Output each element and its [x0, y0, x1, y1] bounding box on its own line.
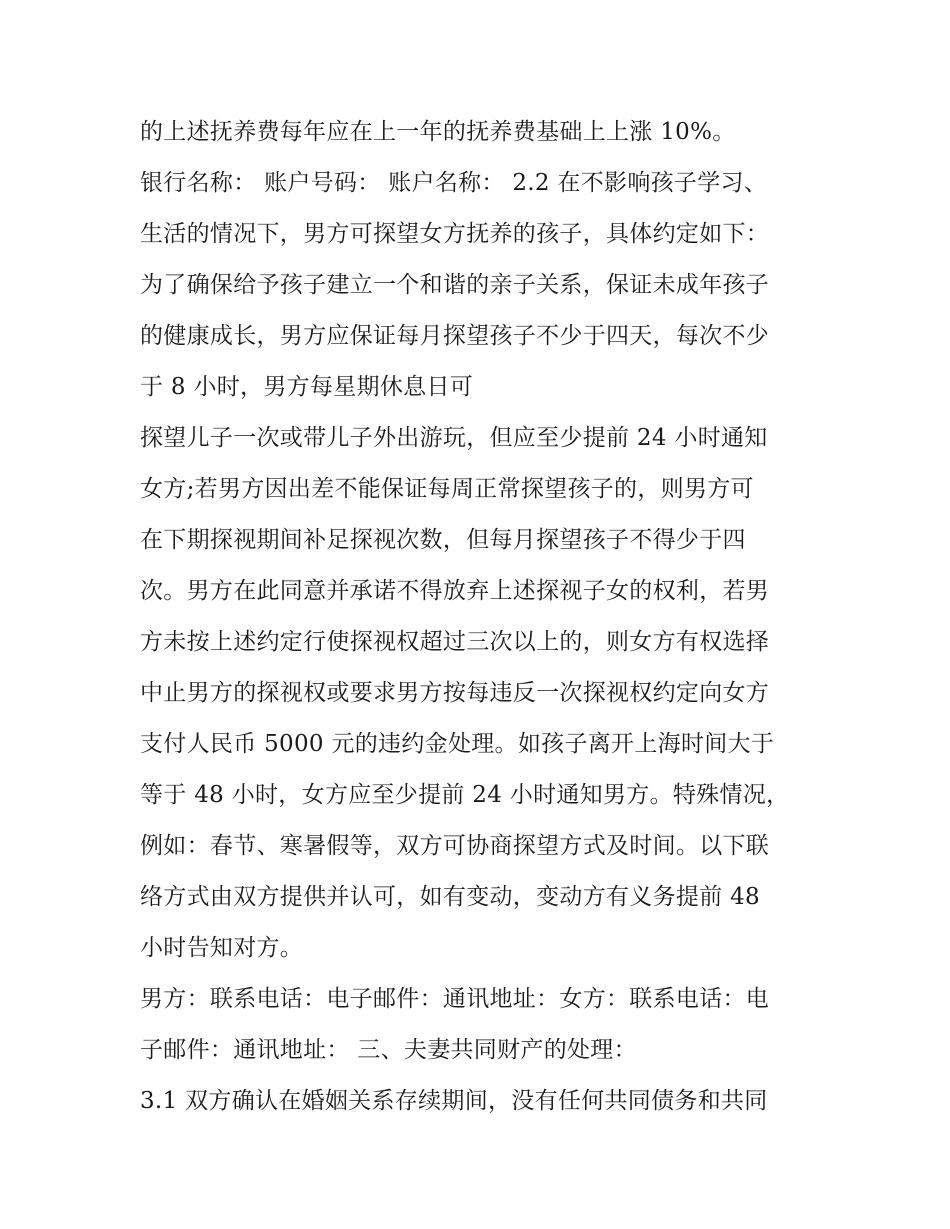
- text-line: 为了确保给予孩子建立一个和谐的亲子关系，保证未成年孩子: [140, 272, 770, 298]
- text-line: 次。男方在此同意并承诺不得放弃上述探视子女的权利，若男: [140, 578, 770, 604]
- text-line: 支付人民币 5000 元的违约金处理。如孩子离开上海时间大于: [140, 731, 775, 757]
- text-line: 小时告知对方。: [140, 935, 304, 961]
- text-line: 3.1 双方确认在婚姻关系存续期间，没有任何共同债务和共同: [140, 1088, 768, 1114]
- text-line: 生活的情况下，男方可探望女方抚养的孩子，具体约定如下：: [140, 221, 770, 247]
- text-line: 男方：联系电话：电子邮件：通讯地址：女方：联系电话：电: [140, 986, 770, 1012]
- document-body: [140, 107, 830, 1127]
- text-line: 在下期探视期间补足探视次数，但每月探望孩子不得少于四: [140, 527, 746, 553]
- text-line: 的上述抚养费每年应在上一年的抚养费基础上上涨 10%。: [140, 119, 736, 145]
- text-line: 的健康成长，男方应保证每月探望孩子不少于四天，每次不少: [140, 323, 770, 349]
- text-line: 探望儿子一次或带儿子外出游玩，但应至少提前 24 小时通知: [140, 425, 768, 451]
- text-line: 方未按上述约定行使探视权超过三次以上的，则女方有权选择: [140, 629, 770, 655]
- text-line: 于 8 小时，男方每星期休息日可: [140, 374, 474, 400]
- text-line: 络方式由双方提供并认可，如有变动，变动方有义务提前 48: [140, 884, 760, 910]
- text-line: 例如：春节、寒暑假等，双方可协商探望方式及时间。以下联: [140, 833, 770, 859]
- text-line: 中止男方的探视权或要求男方按每违反一次探视权约定向女方: [140, 680, 770, 706]
- text-line: 银行名称： 账户号码： 账户名称： 2.2 在不影响孩子学习、: [140, 170, 768, 196]
- text-line: 子邮件：通讯地址： 三、夫妻共同财产的处理：: [140, 1037, 637, 1063]
- text-line: 等于 48 小时，女方应至少提前 24 小时通知男方。特殊情况，: [140, 782, 790, 808]
- text-line: 女方;若男方因出差不能保证每周正常探望孩子的，则男方可: [140, 476, 754, 502]
